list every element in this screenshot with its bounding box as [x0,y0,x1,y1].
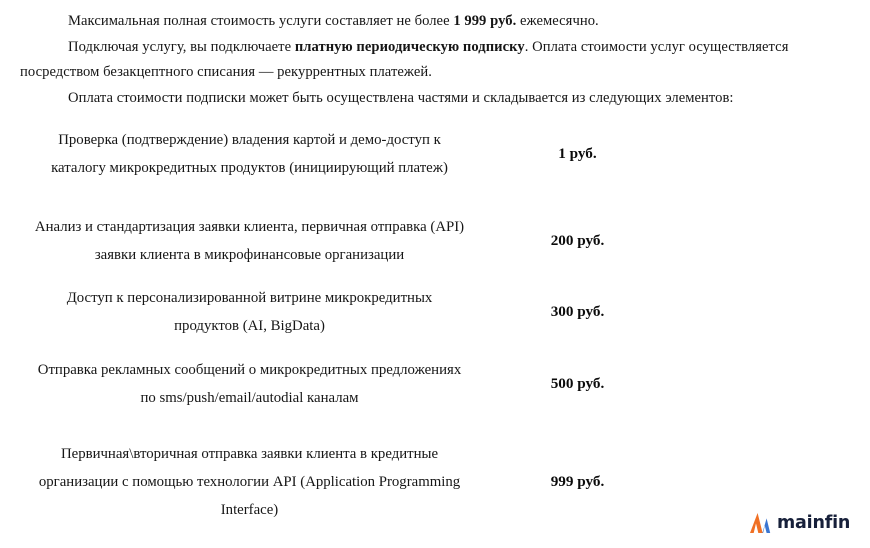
paragraph-max-cost-text-before: Максимальная полная стоимость услуги составляет не более [68,13,454,29]
mainfin-logo [750,513,850,533]
element-price: 200 руб. [550,231,605,249]
mainfin-mark-icon [750,513,773,533]
element-price: 1 руб. [558,145,597,162]
intro-section [20,9,850,111]
element-description: Доступ к персонализированной витрине микрокредитных продуктов (AI, BigData) [66,290,433,334]
paragraph-paid-subscription-text-after: . Оплата стоимости услуг осуществляется посредством безакцептного списания — рекуррентных платежей. [20,38,789,80]
element-price: 999 руб. [550,473,605,490]
element-price: 500 руб. [550,374,605,392]
table-row [20,341,850,426]
paragraph-paid-subscription [20,35,850,86]
paragraph-max-cost-amount: 1 999 руб. [453,13,517,29]
mainfin-wordmark: mainfin [777,513,851,533]
paragraph-max-cost-text-after: ежемесячно. [516,13,599,29]
elements-price-table [20,110,850,538]
paragraph-paid-subscription-emphasis: платную периодическую подписку [294,38,525,55]
element-description: Первичная\вторичная отправка заявки клиента в кредитные организации с помощью технологии API (Application Programming Interface) [38,446,461,518]
paragraph-payment-parts-text: Оплата стоимости подписки может быть осуществлена частями и складывается из следующих элементов: [68,89,734,106]
element-description: Отправка рекламных сообщений о микрокредитных предложениях по sms/push/email/autodial каналам [37,361,462,406]
paragraph-paid-subscription-text-before: Подключая услугу, вы подключаете [68,38,295,55]
paragraph-payment-parts [20,86,850,112]
paragraph-max-cost [20,9,850,35]
element-description: Анализ и стандартизация заявки клиента, первичная отправка (API) заявки клиента в микрофинансовые организации [34,218,465,263]
element-price: 300 руб. [550,303,605,320]
table-row [20,426,850,538]
element-description: Проверка (подтверждение) владения картой и демо-доступ к каталогу микрокредитных продуктов (инициирующий платеж) [51,132,448,176]
table-row [20,198,850,283]
table-row [20,283,850,341]
table-row [20,110,850,198]
